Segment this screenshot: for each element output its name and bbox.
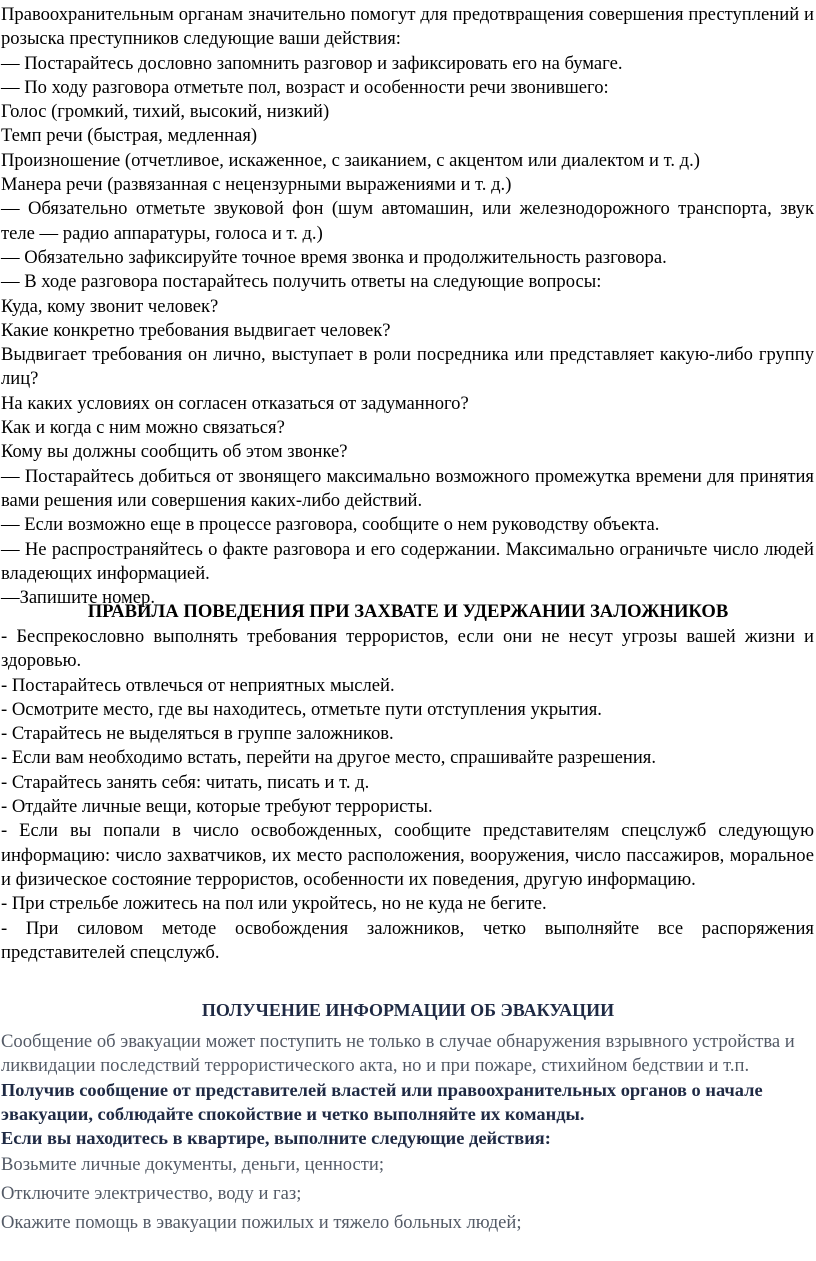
section-phone-call-instructions <box>1 3 814 610</box>
list-item: — Если возможно еще в процессе разговора, сообщите о нем руководству объекта. <box>1 514 660 536</box>
paragraph-evacuation-intro: Сообщение об эвакуации может поступить не только в случае обнаружения взрывного устройства и ликвидации последствий террористического акта, но и при пожаре, стихийном бедствии и т.п. <box>1 1031 795 1076</box>
list-item: Отключите электричество, воду и газ; <box>1 1183 302 1204</box>
paragraph-evacuation-commands: Получив сообщение от представителей властей или правоохранительных органов о начале эвакуации, соблюдайте спокойствие и четко выполняйте их команды. <box>1 1080 763 1124</box>
list-item: —Запишите номер. <box>1 587 155 609</box>
list-item: — По ходу разговора отметьте пол, возраст и особенности речи звонившего: <box>1 76 609 98</box>
list-item: - Старайтесь не выделяться в группе заложников. <box>1 723 394 745</box>
list-item: Как и когда с ним можно связаться? <box>1 417 285 439</box>
list-item: — В ходе разговора постарайтесь получить ответы на следующие вопросы: <box>1 271 602 293</box>
list-item: На каких условиях он согласен отказаться от задуманного? <box>1 392 469 414</box>
list-item: Какие конкретно требования выдвигает человек? <box>1 319 391 341</box>
list-item: — Постарайтесь дословно запомнить разговор и зафиксировать его на бумаге. <box>1 52 623 74</box>
section-evacuation <box>1 1030 814 1237</box>
paragraph-intro: Правоохранительным органам значительно помогут для предотвращения совершения преступлений и розыска преступников следующие ваши действия: <box>1 4 814 50</box>
list-item: - Если вы попали в число освобожденных, сообщите представителям спецслужб следующую информацию: число захватчиков, их место расположения, вооружения, число пассажиров, моральное и физическое состояние террористов, особенности их поведения, другую информацию. <box>1 820 814 890</box>
list-item: - Отдайте личные вещи, которые требуют террористы. <box>1 796 433 818</box>
evacuation-actions-list <box>1 1151 814 1237</box>
list-item: Куда, кому звонит человек? <box>1 295 219 317</box>
list-item: Выдвигает требования он лично, выступает в роли посредника или представляет какую-либо группу лиц? <box>1 344 814 390</box>
list-item: - При стрельбе ложитесь на пол или укройтесь, но не куда не бегите. <box>1 893 547 915</box>
list-item: — Обязательно отметьте звуковой фон (шум автомашин, или железнодорожного транспорта, звук теле — радио аппаратуры, голоса и т. д.) <box>1 198 814 244</box>
paragraph-apartment-actions: Если вы находитесь в квартире, выполните следующие действия: <box>1 1128 551 1148</box>
heading-evacuation-info: ПОЛУЧЕНИЕ ИНФОРМАЦИИ ОБ ЭВАКУАЦИИ <box>201 1000 615 1020</box>
list-item: Голос (громкий, тихий, высокий, низкий) <box>1 101 330 123</box>
list-item: - Беспрекословно выполнять требования террористов, если они не несут угрозы вашей жизни и здоровью. <box>1 626 814 672</box>
list-item: Темп речи (быстрая, медленная) <box>1 125 258 147</box>
list-item: Произношение (отчетливое, искаженное, с заиканием, с акцентом или диалектом и т. д.) <box>1 149 700 171</box>
section-hostage-rules <box>1 625 814 965</box>
list-item: Окажите помощь в эвакуации пожилых и тяжело больных людей; <box>1 1212 522 1233</box>
list-item: — Обязательно зафиксируйте точное время звонка и продолжительность разговора. <box>1 246 667 268</box>
list-item: - Если вам необходимо встать, перейти на другое место, спрашивайте разрешения. <box>1 747 656 769</box>
list-item: — Не распространяйтесь о факте разговора и его содержании. Максимально ограничьте число людей владеющих информацией. <box>1 538 814 584</box>
heading-hostage-rules: ПРАВИЛА ПОВЕДЕНИЯ ПРИ ЗАХВАТЕ И УДЕРЖАНИИ ЗАЛОЖНИКОВ <box>87 601 729 622</box>
list-item: Манера речи (развязанная с нецензурными выражениями и т. д.) <box>1 174 512 196</box>
list-item: - Постарайтесь отвлечься от неприятных мыслей. <box>1 674 395 696</box>
list-item: - При силовом методе освобождения заложников, четко выполняйте все распоряжения представителей спецслужб. <box>1 917 814 963</box>
list-item: Возьмите личные документы, деньги, ценности; <box>1 1154 385 1175</box>
list-item: - Старайтесь занять себя: читать, писать и т. д. <box>1 771 370 793</box>
list-item: — Постарайтесь добиться от звонящего максимально возможного промежутка времени для принятия вами решения или совершения каких-либо действий. <box>1 465 814 511</box>
list-item: Кому вы должны сообщить об этом звонке? <box>1 441 348 463</box>
list-item: - Осмотрите место, где вы находитесь, отметьте пути отступления укрытия. <box>1 698 602 720</box>
